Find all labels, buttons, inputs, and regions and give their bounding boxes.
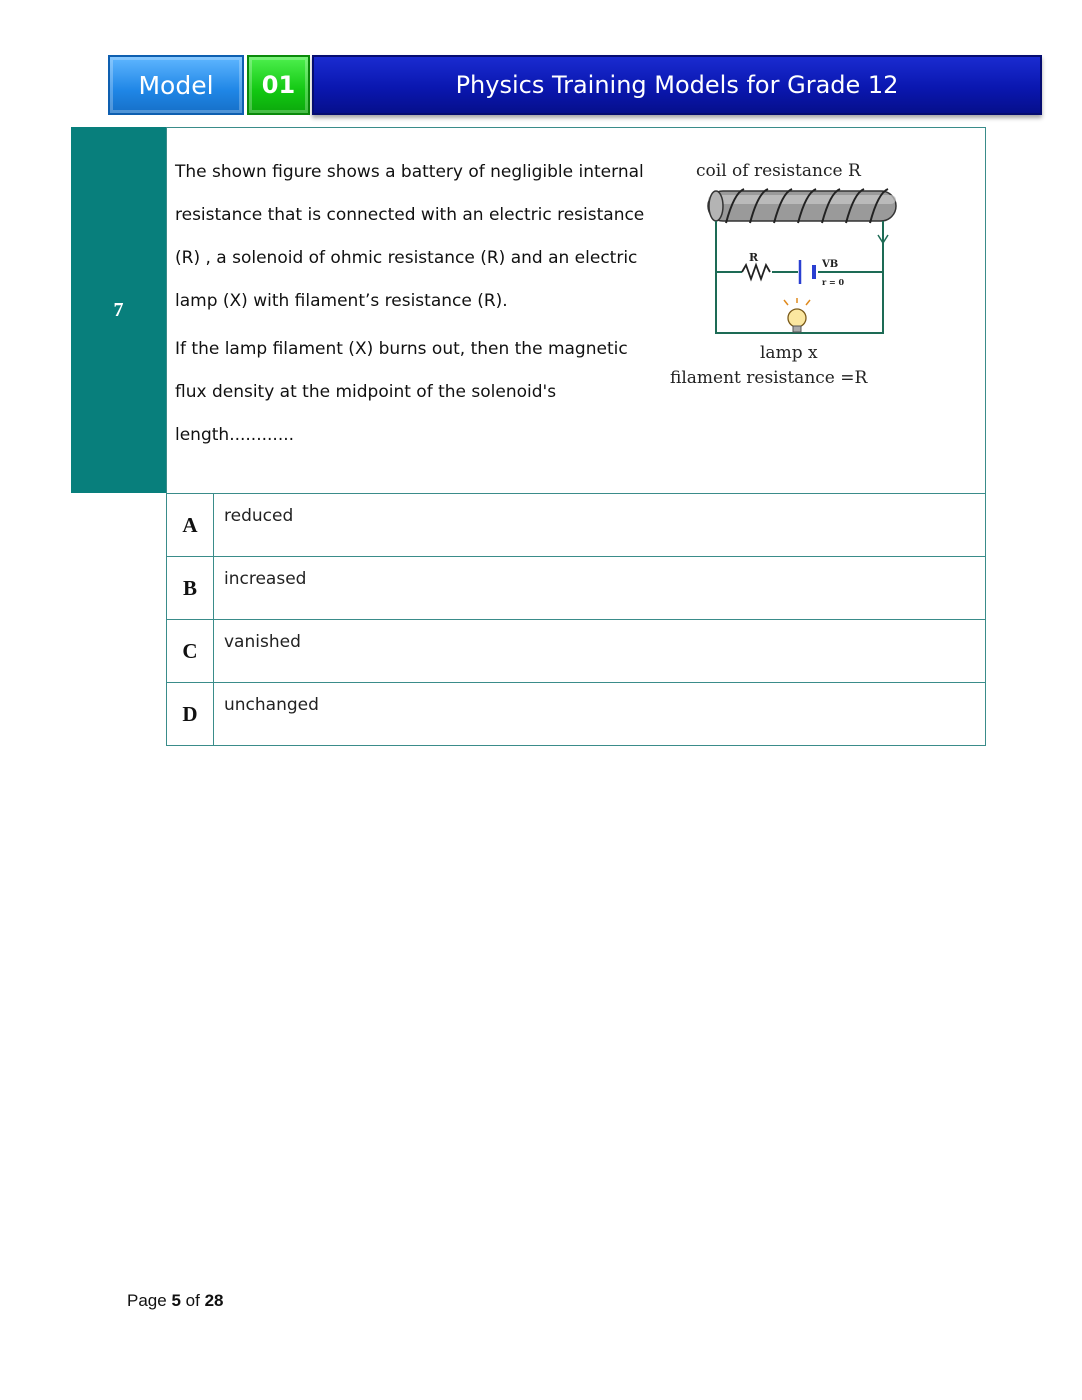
page-footer	[127, 1291, 223, 1311]
option-letter: A	[167, 494, 214, 557]
resistor-label: R	[749, 251, 759, 264]
question-number: 7	[71, 127, 166, 493]
option-letter: B	[167, 557, 214, 620]
question-paragraph-1: The shown figure shows a battery of negligible internal resistance that is connected with an electric resistance (R) , a solenoid of ohmic resistance (R) and an electric lamp (X) with filament’s resistance (R).	[175, 162, 645, 311]
option-letter: C	[167, 620, 214, 683]
battery-symbol	[800, 260, 814, 284]
circuit-diagram	[664, 155, 934, 395]
option-row[interactable]	[167, 557, 986, 620]
model-label: Model	[108, 55, 244, 115]
battery-label: VB	[822, 259, 839, 270]
question-paragraph-2: If the lamp filament (X) burns out, then the magnetic flux density at the midpoint of the solenoid's length............	[175, 339, 628, 445]
option-text: vanished	[214, 620, 986, 683]
page-prefix: Page	[127, 1291, 167, 1310]
page-total: 28	[204, 1291, 224, 1310]
option-text: unchanged	[214, 683, 986, 746]
options-body	[167, 494, 986, 746]
question-text	[175, 151, 650, 457]
option-row[interactable]	[167, 620, 986, 683]
option-letter: D	[167, 683, 214, 746]
option-text: reduced	[214, 494, 986, 557]
lamp-icon	[784, 298, 810, 332]
internal-resistance-label: r = 0	[822, 277, 845, 287]
solenoid	[708, 189, 896, 223]
model-number: 01	[247, 55, 310, 115]
circuit-figure	[664, 155, 934, 395]
option-row[interactable]	[167, 683, 986, 746]
page-header	[108, 55, 1042, 115]
option-row[interactable]	[167, 494, 986, 557]
page-of: of	[185, 1291, 200, 1310]
filament-label: filament resistance =R	[670, 368, 868, 388]
option-text: increased	[214, 557, 986, 620]
page-current: 5	[171, 1291, 181, 1310]
options-table	[166, 493, 986, 746]
header-title: Physics Training Models for Grade 12	[312, 55, 1042, 115]
resistor-symbol	[742, 265, 770, 279]
lamp-label: lamp x	[760, 343, 818, 363]
coil-label: coil of resistance R	[696, 161, 861, 181]
